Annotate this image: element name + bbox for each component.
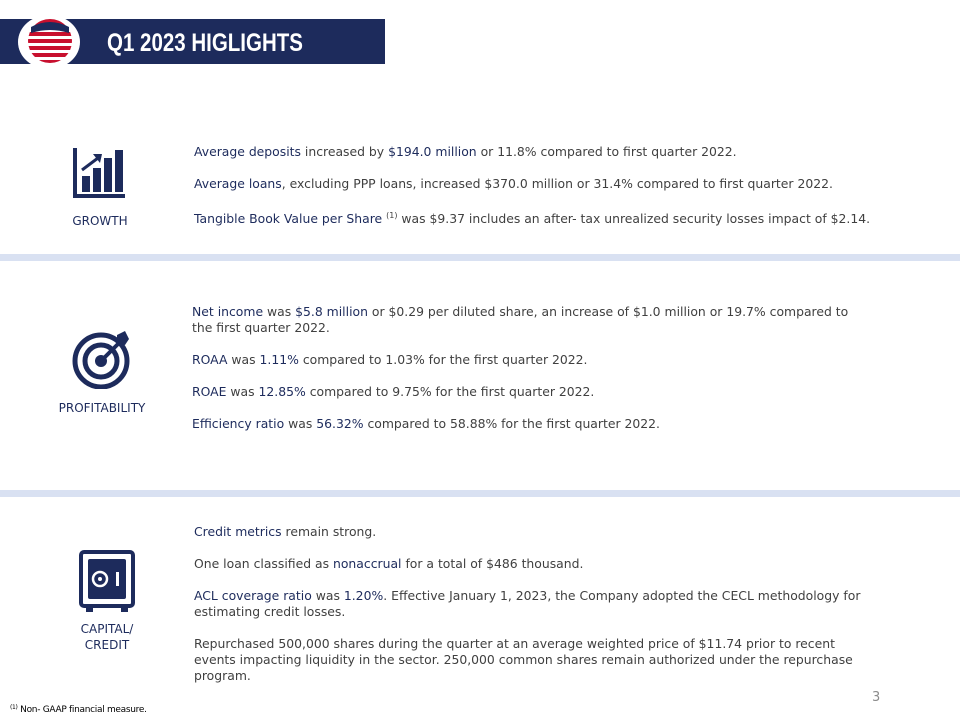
profit-line-efficiency: Efficiency ratio was 56.32% compared to 58.88% for the first quarter 2022.: [192, 416, 660, 431]
capital-line-repurchase-3: program.: [194, 668, 251, 683]
page-title: Q1 2023 HIGLIGHTS: [107, 29, 303, 57]
section-label-capital: [64, 621, 150, 653]
section-label-profitability: PROFITABILITY: [58, 401, 146, 415]
target-icon: [71, 329, 131, 389]
section-divider-1: [0, 254, 960, 261]
growth-line-deposits: Average deposits increased by $194.0 million or 11.8% compared to first quarter 2022.: [194, 144, 737, 159]
profit-line-net-income: Net income was $5.8 million or $0.29 per diluted share, an increase of $1.0 million or 19.7% compared to: [192, 304, 849, 319]
capital-line-nonaccrual: One loan classified as nonaccrual for a total of $486 thousand.: [194, 556, 584, 571]
capital-line-credit-metrics: Credit metrics remain strong.: [194, 524, 377, 539]
bar-chart-growth-icon: [72, 146, 126, 200]
profit-line-net-income-cont: the first quarter 2022.: [192, 320, 330, 335]
growth-line-tbv: Tangible Book Value per Share $^{(1)}$ was $9.37 includes an after- tax unrealized security losses impact of $2.14.: [194, 211, 871, 226]
profit-line-roaa: ROAA was 1.11% compared to 1.03% for the first quarter 2022.: [192, 352, 588, 367]
page-number: 3: [872, 690, 881, 705]
footnote: $^{(1)}$ Non- GAAP financial measure.: [10, 704, 147, 715]
section-divider-2: [0, 490, 960, 497]
section-label-growth: GROWTH: [72, 214, 128, 228]
capital-line-acl-cont: estimating credit losses.: [194, 604, 346, 619]
safe-vault-icon: [79, 550, 135, 614]
capital-line-repurchase-1: Repurchased 500,000 shares during the quarter at an average weighted price of $11.74 prior to recent: [194, 636, 835, 651]
section-label-capital-2: CREDIT: [84, 638, 130, 652]
section-label-capital-1: CAPITAL/: [80, 622, 134, 636]
capital-line-acl: ACL coverage ratio was 1.20%. Effective January 1, 2023, the Company adopted the CECL methodology for: [194, 588, 861, 603]
bank-flag-logo: [17, 15, 81, 69]
capital-line-repurchase-2: events impacting liquidity in the sector. 250,000 common shares remain authorized under the repurchase: [194, 652, 853, 667]
profit-line-roae: ROAE was 12.85% compared to 9.75% for the first quarter 2022.: [192, 384, 595, 399]
growth-line-loans: Average loans, excluding PPP loans, increased $370.0 million or 31.4% compared to first quarter 2022.: [194, 176, 833, 191]
